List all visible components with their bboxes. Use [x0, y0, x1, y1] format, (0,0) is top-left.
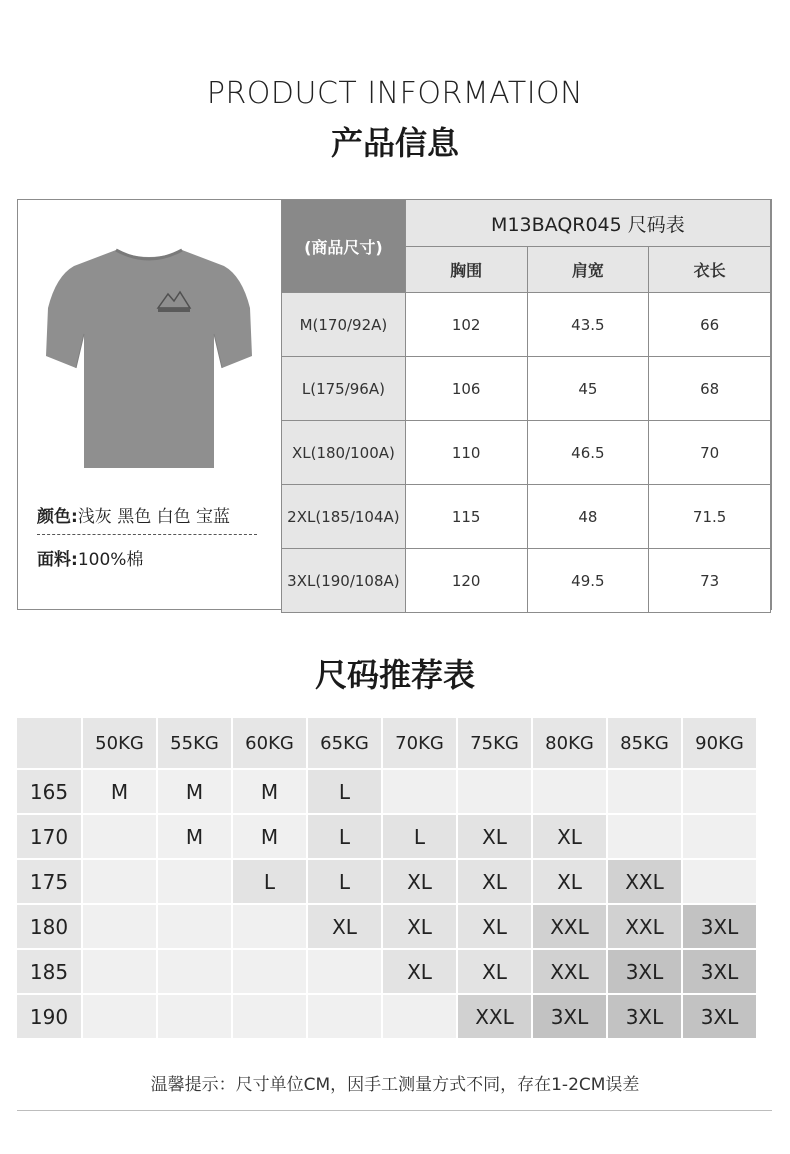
- size-cell: 3XL: [683, 995, 756, 1038]
- spec-row: [282, 357, 771, 421]
- spec-value: 102: [405, 293, 527, 357]
- spec-row: [282, 421, 771, 485]
- rec-row: [17, 995, 756, 1038]
- rec-corner-cell: [17, 718, 81, 768]
- spec-value: 73: [649, 549, 771, 613]
- size-cell: [683, 815, 756, 858]
- size-cell: 3XL: [683, 905, 756, 948]
- size-cell: [383, 770, 456, 813]
- size-cell: [83, 860, 156, 903]
- spec-value: 110: [405, 421, 527, 485]
- dashed-divider: [37, 534, 257, 535]
- spec-row: [282, 549, 771, 613]
- spec-size: 3XL(190/108A): [282, 549, 406, 613]
- size-cell: M: [233, 815, 306, 858]
- size-cell: XL: [308, 905, 381, 948]
- size-cell: [83, 815, 156, 858]
- spec-value: 120: [405, 549, 527, 613]
- size-cell: [158, 860, 231, 903]
- product-info-panel: [17, 199, 772, 610]
- size-cell: XL: [533, 860, 606, 903]
- rec-row: [17, 770, 756, 813]
- weight-header: 75KG: [458, 718, 531, 768]
- spec-col-header: 衣长: [649, 247, 771, 293]
- rec-header-row: [17, 718, 756, 768]
- size-cell: [533, 770, 606, 813]
- size-cell: L: [383, 815, 456, 858]
- weight-header: 70KG: [383, 718, 456, 768]
- size-cell: XXL: [608, 905, 681, 948]
- spec-size: L(175/96A): [282, 357, 406, 421]
- spec-value: 49.5: [527, 549, 649, 613]
- spec-value: 48: [527, 485, 649, 549]
- color-values: 浅灰 黑色 白色 宝蓝: [77, 507, 231, 527]
- rec-row: [17, 860, 756, 903]
- size-cell: [458, 770, 531, 813]
- size-cell: XXL: [533, 950, 606, 993]
- size-cell: XL: [458, 950, 531, 993]
- spec-row: [282, 293, 771, 357]
- size-cell: [308, 950, 381, 993]
- size-cell: [158, 950, 231, 993]
- size-cell: XXL: [533, 905, 606, 948]
- spec-value: 70: [649, 421, 771, 485]
- spec-value: 46.5: [527, 421, 649, 485]
- height-label: 175: [17, 860, 81, 903]
- weight-header: 65KG: [308, 718, 381, 768]
- size-cell: 3XL: [608, 950, 681, 993]
- size-cell: [83, 905, 156, 948]
- height-label: 165: [17, 770, 81, 813]
- size-cell: 3XL: [533, 995, 606, 1038]
- size-cell: [233, 950, 306, 993]
- size-cell: [158, 995, 231, 1038]
- weight-header: 90KG: [683, 718, 756, 768]
- size-cell: XXL: [458, 995, 531, 1038]
- rec-row: [17, 950, 756, 993]
- spec-title: M13BAQR045 尺码表: [405, 200, 770, 247]
- recommendation-title: 尺码推荐表: [314, 656, 475, 694]
- weight-header: 50KG: [83, 718, 156, 768]
- spec-row: [282, 485, 771, 549]
- spec-value: 106: [405, 357, 527, 421]
- size-cell: 3XL: [608, 995, 681, 1038]
- spec-col-header: 肩宽: [527, 247, 649, 293]
- color-label: 颜色:: [37, 507, 78, 527]
- height-label: 185: [17, 950, 81, 993]
- size-cell: [608, 770, 681, 813]
- size-cell: XL: [458, 815, 531, 858]
- size-cell: XL: [533, 815, 606, 858]
- bottom-divider: [17, 1110, 772, 1111]
- height-label: 180: [17, 905, 81, 948]
- height-label: 190: [17, 995, 81, 1038]
- size-cell: [83, 995, 156, 1038]
- measurement-tip: 温馨提示：尺寸单位CM，因手工测量方式不同，存在1-2CM误差: [150, 1075, 640, 1095]
- size-cell: M: [83, 770, 156, 813]
- header-title-en: PRODUCT INFORMATION: [206, 76, 584, 111]
- size-cell: [233, 995, 306, 1038]
- size-cell: [83, 950, 156, 993]
- size-cell: [683, 860, 756, 903]
- size-cell: [383, 995, 456, 1038]
- spec-size: XL(180/100A): [282, 421, 406, 485]
- size-cell: L: [308, 815, 381, 858]
- spec-value: 66: [649, 293, 771, 357]
- spec-value: 43.5: [527, 293, 649, 357]
- size-recommendation-table: [15, 716, 758, 1040]
- size-cell: L: [233, 860, 306, 903]
- size-cell: [683, 770, 756, 813]
- height-label: 170: [17, 815, 81, 858]
- size-cell: XL: [458, 905, 531, 948]
- spec-size: 2XL(185/104A): [282, 485, 406, 549]
- spec-col-header: 胸围: [405, 247, 527, 293]
- size-cell: M: [158, 770, 231, 813]
- size-cell: XL: [458, 860, 531, 903]
- spec-corner-label: (商品尺寸): [282, 200, 406, 293]
- color-attribute: [37, 502, 230, 527]
- size-cell: 3XL: [683, 950, 756, 993]
- product-preview: [18, 200, 281, 609]
- size-cell: XXL: [608, 860, 681, 903]
- size-cell: [158, 905, 231, 948]
- size-cell: [233, 905, 306, 948]
- weight-header: 55KG: [158, 718, 231, 768]
- size-spec-table: [281, 199, 771, 613]
- size-cell: L: [308, 860, 381, 903]
- size-cell: L: [308, 770, 381, 813]
- weight-header: 60KG: [233, 718, 306, 768]
- spec-value: 115: [405, 485, 527, 549]
- spec-size: M(170/92A): [282, 293, 406, 357]
- size-cell: [608, 815, 681, 858]
- spec-value: 45: [527, 357, 649, 421]
- header-title-cn: 产品信息: [330, 124, 459, 162]
- weight-header: 85KG: [608, 718, 681, 768]
- fabric-label: 面料:: [37, 550, 78, 570]
- fabric-value: 100%棉: [77, 550, 144, 570]
- fabric-attribute: [37, 545, 143, 570]
- size-cell: XL: [383, 950, 456, 993]
- weight-header: 80KG: [533, 718, 606, 768]
- size-cell: XL: [383, 905, 456, 948]
- size-cell: M: [233, 770, 306, 813]
- spec-value: 71.5: [649, 485, 771, 549]
- rec-row: [17, 815, 756, 858]
- size-cell: XL: [383, 860, 456, 903]
- tshirt-image: [46, 246, 252, 471]
- size-cell: [308, 995, 381, 1038]
- spec-value: 68: [649, 357, 771, 421]
- size-cell: M: [158, 815, 231, 858]
- rec-row: [17, 905, 756, 948]
